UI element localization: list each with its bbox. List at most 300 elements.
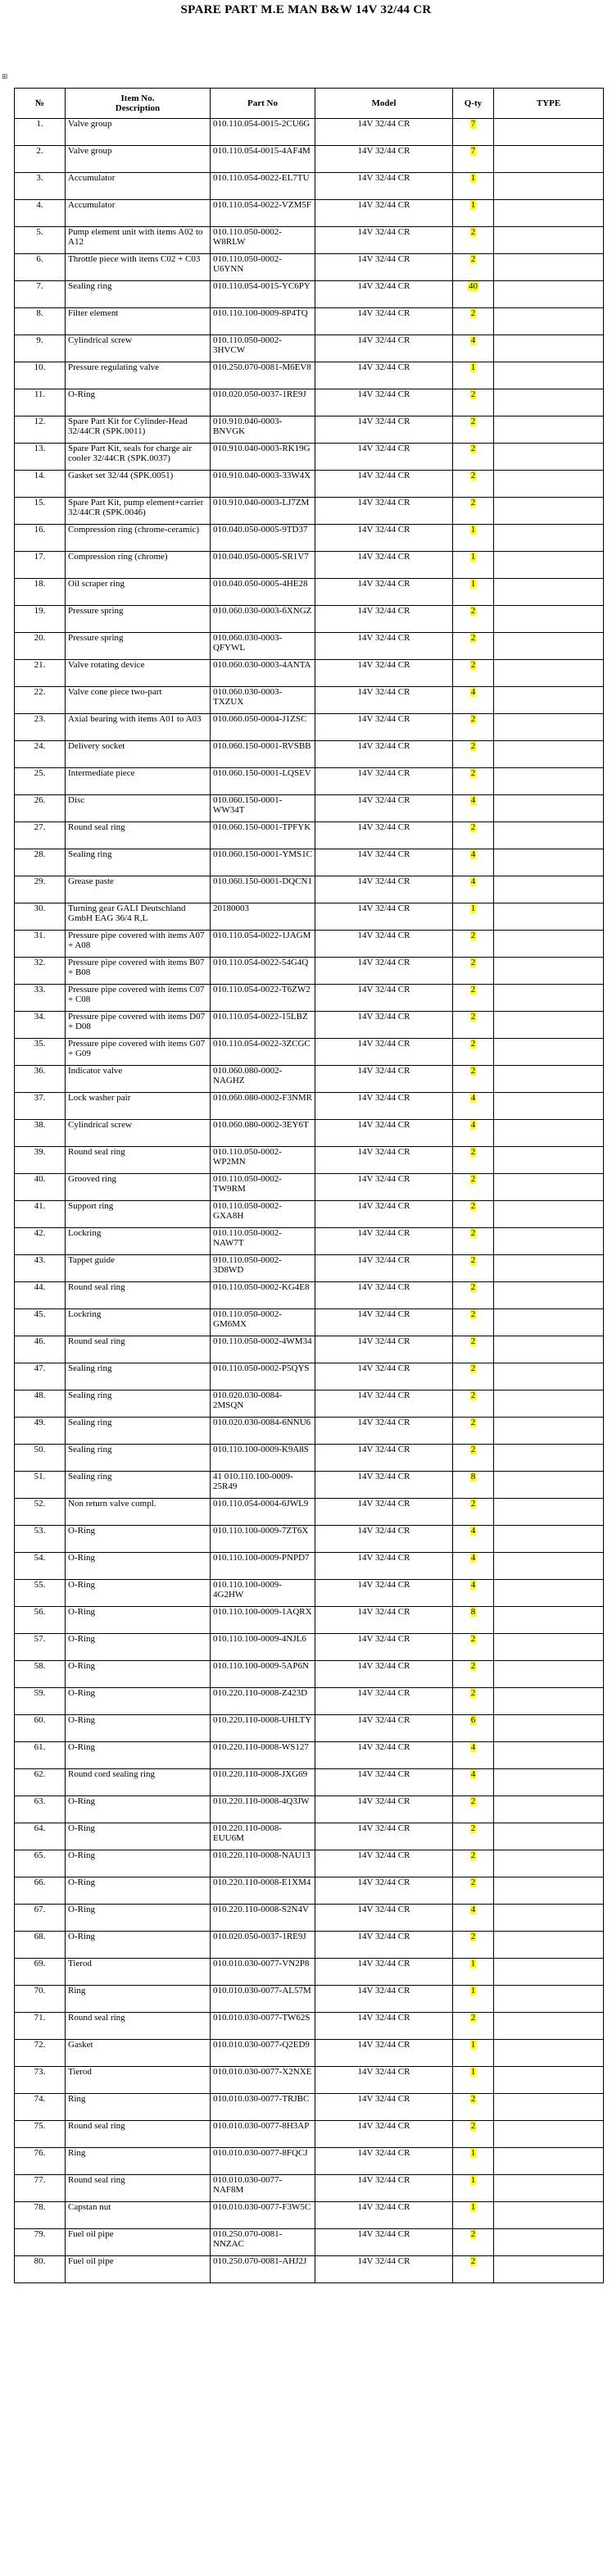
row-model: 14V 32/44 CR: [315, 2094, 453, 2121]
row-part-number: 010.110.050-0002-GXA8H: [211, 1201, 315, 1228]
row-quantity: [453, 931, 494, 958]
row-number: 59.: [15, 1688, 66, 1715]
quantity-value: 2: [470, 498, 476, 507]
table-row: [15, 2094, 604, 2121]
row-part-number: 010.110.100-0009-8P4TQ: [211, 308, 315, 335]
table-row: [15, 389, 604, 416]
row-type: [494, 1499, 604, 1526]
table-row: [15, 1472, 604, 1499]
row-number: 43.: [15, 1255, 66, 1282]
row-quantity: [453, 985, 494, 1012]
row-part-number: 010.110.050-0002-4WM34: [211, 1336, 315, 1363]
row-type: [494, 1255, 604, 1282]
quantity-value: 4: [470, 1553, 476, 1563]
row-type: [494, 1174, 604, 1201]
row-part-number: 010.110.054-0022-15LBZ: [211, 1012, 315, 1039]
row-model: 14V 32/44 CR: [315, 931, 453, 958]
row-part-number: 010.110.100-0009-5AP6N: [211, 1661, 315, 1688]
table-row: [15, 335, 604, 362]
table-row: [15, 308, 604, 335]
row-number: 34.: [15, 1012, 66, 1039]
row-description: Valve group: [66, 119, 211, 146]
row-description: Accumulator: [66, 200, 211, 227]
row-model: 14V 32/44 CR: [315, 1282, 453, 1309]
row-number: 67.: [15, 1905, 66, 1932]
row-description: Oil scraper ring: [66, 579, 211, 606]
row-part-number: 010.110.050-0002-NAW7T: [211, 1228, 315, 1255]
row-description: O-Ring: [66, 1580, 211, 1607]
row-quantity: [453, 2121, 494, 2148]
row-number: 26.: [15, 795, 66, 822]
row-part-number: 010.910.040-0003-33W4X: [211, 471, 315, 498]
row-model: 14V 32/44 CR: [315, 2013, 453, 2040]
row-quantity: [453, 1309, 494, 1336]
table-row: [15, 876, 604, 903]
row-model: 14V 32/44 CR: [315, 1580, 453, 1607]
row-model: 14V 32/44 CR: [315, 1661, 453, 1688]
row-description: Valve rotating device: [66, 660, 211, 687]
table-row: [15, 1282, 604, 1309]
row-description: Grooved ring: [66, 1174, 211, 1201]
table-row: [15, 714, 604, 741]
table-row: [15, 2148, 604, 2175]
row-part-number: 010.250.070-0081-NNZAC: [211, 2229, 315, 2256]
row-part-number: 010.060.050-0004-J1ZSC: [211, 714, 315, 741]
row-description: O-Ring: [66, 389, 211, 416]
row-part-number: 010.910.040-0003-RK19G: [211, 444, 315, 471]
row-description: Sealing ring: [66, 849, 211, 876]
table-row: [15, 254, 604, 281]
row-model: 14V 32/44 CR: [315, 498, 453, 525]
row-quantity: [453, 2067, 494, 2094]
row-description: Gasket set 32/44 (SPK.0051): [66, 471, 211, 498]
quantity-value: 2: [470, 1066, 476, 1076]
row-type: [494, 1147, 604, 1174]
row-quantity: [453, 1959, 494, 1986]
row-description: Non return valve compl.: [66, 1499, 211, 1526]
row-part-number: 010.110.054-0015-2CU6G: [211, 119, 315, 146]
row-model: 14V 32/44 CR: [315, 985, 453, 1012]
row-part-number: 010.040.050-0005-9TD37: [211, 525, 315, 552]
row-model: 14V 32/44 CR: [315, 1039, 453, 1066]
row-model: 14V 32/44 CR: [315, 444, 453, 471]
row-model: 14V 32/44 CR: [315, 1228, 453, 1255]
row-type: [494, 200, 604, 227]
table-row: [15, 660, 604, 687]
row-description: Filter element: [66, 308, 211, 335]
row-type: [494, 1012, 604, 1039]
row-quantity: [453, 1661, 494, 1688]
row-description: Spare Part Kit for Cylinder-Head 32/44CR (SPK.0011): [66, 416, 211, 444]
table-row: [15, 1823, 604, 1850]
quantity-value: 4: [470, 849, 476, 859]
row-part-number: 010.110.100-0009-1AQRX: [211, 1607, 315, 1634]
row-model: 14V 32/44 CR: [315, 2148, 453, 2175]
quantity-value: 2: [470, 1688, 476, 1698]
row-number: 62.: [15, 1769, 66, 1796]
row-part-number: 010.110.054-0022-1JAGM: [211, 931, 315, 958]
row-model: 14V 32/44 CR: [315, 281, 453, 308]
row-type: [494, 1877, 604, 1905]
row-type: [494, 1580, 604, 1607]
quantity-value: 2: [470, 2013, 476, 2023]
row-quantity: [453, 958, 494, 985]
row-number: 3.: [15, 173, 66, 200]
row-part-number: 010.110.050-0002-3D8WD: [211, 1255, 315, 1282]
row-number: 69.: [15, 1959, 66, 1986]
table-row: [15, 2013, 604, 2040]
row-type: [494, 2094, 604, 2121]
row-type: [494, 362, 604, 389]
row-number: 30.: [15, 903, 66, 931]
row-number: 79.: [15, 2229, 66, 2256]
row-type: [494, 903, 604, 931]
table-row: [15, 1066, 604, 1093]
row-quantity: [453, 1580, 494, 1607]
row-part-number: 010.110.050-0002-U6YNN: [211, 254, 315, 281]
row-type: [494, 660, 604, 687]
row-part-number: 010.060.080-0002-F3NMR: [211, 1093, 315, 1120]
row-description: Round seal ring: [66, 1336, 211, 1363]
row-description: O-Ring: [66, 1526, 211, 1553]
quantity-value: 7: [470, 119, 476, 129]
row-description: Accumulator: [66, 173, 211, 200]
row-quantity: [453, 227, 494, 254]
table-row: [15, 444, 604, 471]
row-number: 70.: [15, 1986, 66, 2013]
row-quantity: [453, 1499, 494, 1526]
row-model: 14V 32/44 CR: [315, 119, 453, 146]
row-model: 14V 32/44 CR: [315, 1634, 453, 1661]
table-row: [15, 579, 604, 606]
quantity-value: 2: [470, 1282, 476, 1292]
table-row: [15, 362, 604, 389]
quantity-value: 1: [470, 362, 476, 372]
quantity-value: 2: [470, 389, 476, 399]
table-row: [15, 2175, 604, 2202]
row-quantity: [453, 1066, 494, 1093]
table-row: [15, 741, 604, 768]
row-description: Valve cone piece two-part: [66, 687, 211, 714]
table-row: [15, 173, 604, 200]
table-move-handle-icon[interactable]: ⊞: [2, 72, 8, 80]
row-type: [494, 1039, 604, 1066]
row-type: [494, 552, 604, 579]
row-type: [494, 714, 604, 741]
row-number: 21.: [15, 660, 66, 687]
row-part-number: 010.060.150-0001-YMS1C: [211, 849, 315, 876]
row-description: Indicator valve: [66, 1066, 211, 1093]
row-type: [494, 822, 604, 849]
row-model: 14V 32/44 CR: [315, 2121, 453, 2148]
row-description: O-Ring: [66, 1877, 211, 1905]
table-row: [15, 1120, 604, 1147]
row-part-number: 010.020.050-0037-1RE9J: [211, 1932, 315, 1959]
row-quantity: [453, 2040, 494, 2067]
quantity-value: 1: [470, 1986, 476, 1996]
quantity-value: 1: [470, 1959, 476, 1968]
quantity-value: 2: [470, 308, 476, 318]
row-description: Sealing ring: [66, 1472, 211, 1499]
row-type: [494, 281, 604, 308]
header-number: №: [15, 89, 66, 119]
row-type: [494, 606, 604, 633]
row-number: 50.: [15, 1445, 66, 1472]
row-quantity: [453, 579, 494, 606]
row-type: [494, 1363, 604, 1390]
quantity-value: 6: [470, 1715, 476, 1725]
row-model: 14V 32/44 CR: [315, 2067, 453, 2094]
row-model: 14V 32/44 CR: [315, 768, 453, 795]
row-quantity: [453, 1607, 494, 1634]
row-model: 14V 32/44 CR: [315, 308, 453, 335]
table-row: [15, 1445, 604, 1472]
row-quantity: [453, 2094, 494, 2121]
row-number: 40.: [15, 1174, 66, 1201]
table-row: [15, 2067, 604, 2094]
row-number: 54.: [15, 1553, 66, 1580]
row-description: Pressure spring: [66, 606, 211, 633]
row-quantity: [453, 471, 494, 498]
row-part-number: 010.110.054-0022-T6ZW2: [211, 985, 315, 1012]
row-type: [494, 1309, 604, 1336]
row-part-number: 010.220.110-0008-4Q3JW: [211, 1796, 315, 1823]
quantity-value: 2: [470, 416, 476, 426]
row-quantity: [453, 1986, 494, 2013]
row-part-number: 010.220.110-0008-JXG69: [211, 1769, 315, 1796]
row-quantity: [453, 876, 494, 903]
row-quantity: [453, 335, 494, 362]
row-type: [494, 1418, 604, 1445]
row-part-number: 010.110.054-0015-4AF4M: [211, 146, 315, 173]
table-row: [15, 2229, 604, 2256]
row-type: [494, 2040, 604, 2067]
table-row: [15, 1607, 604, 1634]
row-number: 37.: [15, 1093, 66, 1120]
header-model: Model: [315, 89, 453, 119]
row-part-number: 010.010.030-0077-X2NXE: [211, 2067, 315, 2094]
row-model: 14V 32/44 CR: [315, 552, 453, 579]
row-type: [494, 1634, 604, 1661]
row-part-number: 010.220.110-0008-S2N4V: [211, 1905, 315, 1932]
row-description: Round seal ring: [66, 822, 211, 849]
row-type: [494, 254, 604, 281]
row-part-number: 010.220.110-0008-NAU13: [211, 1850, 315, 1877]
quantity-value: 8: [470, 1607, 476, 1617]
quantity-value: 2: [470, 931, 476, 940]
row-description: Round seal ring: [66, 2121, 211, 2148]
quantity-value: 2: [470, 1877, 476, 1887]
row-number: 38.: [15, 1120, 66, 1147]
row-quantity: [453, 2013, 494, 2040]
row-description: Lockring: [66, 1309, 211, 1336]
table-body: [15, 119, 604, 2283]
row-type: [494, 687, 604, 714]
row-quantity: [453, 1093, 494, 1120]
row-number: 56.: [15, 1607, 66, 1634]
row-quantity: [453, 2175, 494, 2202]
row-number: 60.: [15, 1715, 66, 1742]
row-quantity: [453, 1418, 494, 1445]
row-description: Sealing ring: [66, 1363, 211, 1390]
table-row: [15, 1174, 604, 1201]
quantity-value: 4: [470, 876, 476, 886]
row-description: Pressure pipe covered with items B07 + B08: [66, 958, 211, 985]
row-type: [494, 1823, 604, 1850]
header-description: [66, 89, 211, 119]
row-model: 14V 32/44 CR: [315, 471, 453, 498]
row-description: Gasket: [66, 2040, 211, 2067]
row-model: 14V 32/44 CR: [315, 1715, 453, 1742]
row-type: [494, 389, 604, 416]
row-description: O-Ring: [66, 1661, 211, 1688]
row-quantity: [453, 1634, 494, 1661]
row-part-number: 010.110.054-0022-3ZCGC: [211, 1039, 315, 1066]
row-description: O-Ring: [66, 1553, 211, 1580]
row-type: [494, 1390, 604, 1418]
row-type: [494, 1986, 604, 2013]
row-model: 14V 32/44 CR: [315, 876, 453, 903]
row-model: 14V 32/44 CR: [315, 579, 453, 606]
row-type: [494, 741, 604, 768]
row-type: [494, 795, 604, 822]
row-number: 31.: [15, 931, 66, 958]
row-part-number: 010.060.150-0001-DQCN1: [211, 876, 315, 903]
row-quantity: [453, 1147, 494, 1174]
row-number: 22.: [15, 687, 66, 714]
row-number: 76.: [15, 2148, 66, 2175]
quantity-value: 4: [470, 1905, 476, 1914]
row-quantity: [453, 173, 494, 200]
row-part-number: 010.020.030-0084-6NNU6: [211, 1418, 315, 1445]
quantity-value: 4: [470, 1120, 476, 1130]
row-type: [494, 1093, 604, 1120]
row-model: 14V 32/44 CR: [315, 1688, 453, 1715]
quantity-value: 4: [470, 1526, 476, 1536]
row-description: Spare Part Kit, seals for charge air cooler 32/44CR (SPK.0037): [66, 444, 211, 471]
table-row: [15, 552, 604, 579]
row-number: 45.: [15, 1309, 66, 1336]
row-part-number: 010.110.050-0002-TW9RM: [211, 1174, 315, 1201]
row-number: 41.: [15, 1201, 66, 1228]
quantity-value: 8: [470, 1472, 476, 1481]
quantity-value: 2: [470, 1499, 476, 1509]
row-model: 14V 32/44 CR: [315, 2175, 453, 2202]
table-row: [15, 1526, 604, 1553]
quantity-value: 2: [470, 1174, 476, 1184]
row-type: [494, 1282, 604, 1309]
row-number: 74.: [15, 2094, 66, 2121]
quantity-value: 4: [470, 687, 476, 697]
row-model: 14V 32/44 CR: [315, 335, 453, 362]
row-type: [494, 1066, 604, 1093]
row-number: 52.: [15, 1499, 66, 1526]
row-description: O-Ring: [66, 1823, 211, 1850]
row-type: [494, 1228, 604, 1255]
table-row: [15, 849, 604, 876]
row-description: Ring: [66, 2148, 211, 2175]
row-number: 71.: [15, 2013, 66, 2040]
row-description: Tierod: [66, 2067, 211, 2094]
row-part-number: 010.110.100-0009-PNPD7: [211, 1553, 315, 1580]
row-number: 46.: [15, 1336, 66, 1363]
row-part-number: 010.220.110-0008-E1XM4: [211, 1877, 315, 1905]
row-model: 14V 32/44 CR: [315, 1255, 453, 1282]
row-number: 57.: [15, 1634, 66, 1661]
row-part-number: 010.060.080-0002-NAGHZ: [211, 1066, 315, 1093]
row-description: O-Ring: [66, 1796, 211, 1823]
row-quantity: [453, 1553, 494, 1580]
quantity-value: 2: [470, 714, 476, 724]
row-quantity: [453, 119, 494, 146]
row-quantity: [453, 416, 494, 444]
row-number: 33.: [15, 985, 66, 1012]
table-row: [15, 958, 604, 985]
row-type: [494, 1445, 604, 1472]
row-number: 32.: [15, 958, 66, 985]
row-model: 14V 32/44 CR: [315, 200, 453, 227]
row-part-number: 010.010.030-0077-8H3AP: [211, 2121, 315, 2148]
quantity-value: 2: [470, 1390, 476, 1400]
row-number: 77.: [15, 2175, 66, 2202]
row-type: [494, 444, 604, 471]
row-description: Support ring: [66, 1201, 211, 1228]
row-part-number: 010.060.030-0003-TXZUX: [211, 687, 315, 714]
row-quantity: [453, 525, 494, 552]
quantity-value: 2: [470, 768, 476, 778]
spare-parts-table: [14, 88, 604, 2283]
table-row: [15, 119, 604, 146]
table-row: [15, 498, 604, 525]
quantity-value: 2: [470, 1661, 476, 1671]
row-number: 18.: [15, 579, 66, 606]
row-type: [494, 768, 604, 795]
row-part-number: 010.110.054-0015-YC6PY: [211, 281, 315, 308]
row-model: 14V 32/44 CR: [315, 1796, 453, 1823]
row-model: 14V 32/44 CR: [315, 795, 453, 822]
quantity-value: 2: [470, 1147, 476, 1157]
table-row: [15, 1228, 604, 1255]
quantity-value: 1: [470, 2067, 476, 2077]
row-quantity: [453, 633, 494, 660]
row-type: [494, 985, 604, 1012]
row-model: 14V 32/44 CR: [315, 606, 453, 633]
row-quantity: [453, 1823, 494, 1850]
row-quantity: [453, 1688, 494, 1715]
row-quantity: [453, 1932, 494, 1959]
row-type: [494, 1120, 604, 1147]
table-row: [15, 1850, 604, 1877]
row-description: Turning gear GALI Deutschland GmbH EAG 36/4 R,L: [66, 903, 211, 931]
row-number: 27.: [15, 822, 66, 849]
row-quantity: [453, 1039, 494, 1066]
row-description: O-Ring: [66, 1932, 211, 1959]
quantity-value: 2: [470, 1850, 476, 1860]
row-model: 14V 32/44 CR: [315, 1418, 453, 1445]
row-quantity: [453, 1228, 494, 1255]
quantity-value: 2: [470, 2121, 476, 2131]
table-row: [15, 2256, 604, 2283]
quantity-value: 2: [470, 1634, 476, 1644]
row-quantity: [453, 1363, 494, 1390]
row-quantity: [453, 308, 494, 335]
table-row: [15, 822, 604, 849]
row-type: [494, 1850, 604, 1877]
row-part-number: 010.040.050-0005-4HE28: [211, 579, 315, 606]
quantity-value: 4: [470, 1580, 476, 1590]
table-row: [15, 471, 604, 498]
row-model: 14V 32/44 CR: [315, 958, 453, 985]
